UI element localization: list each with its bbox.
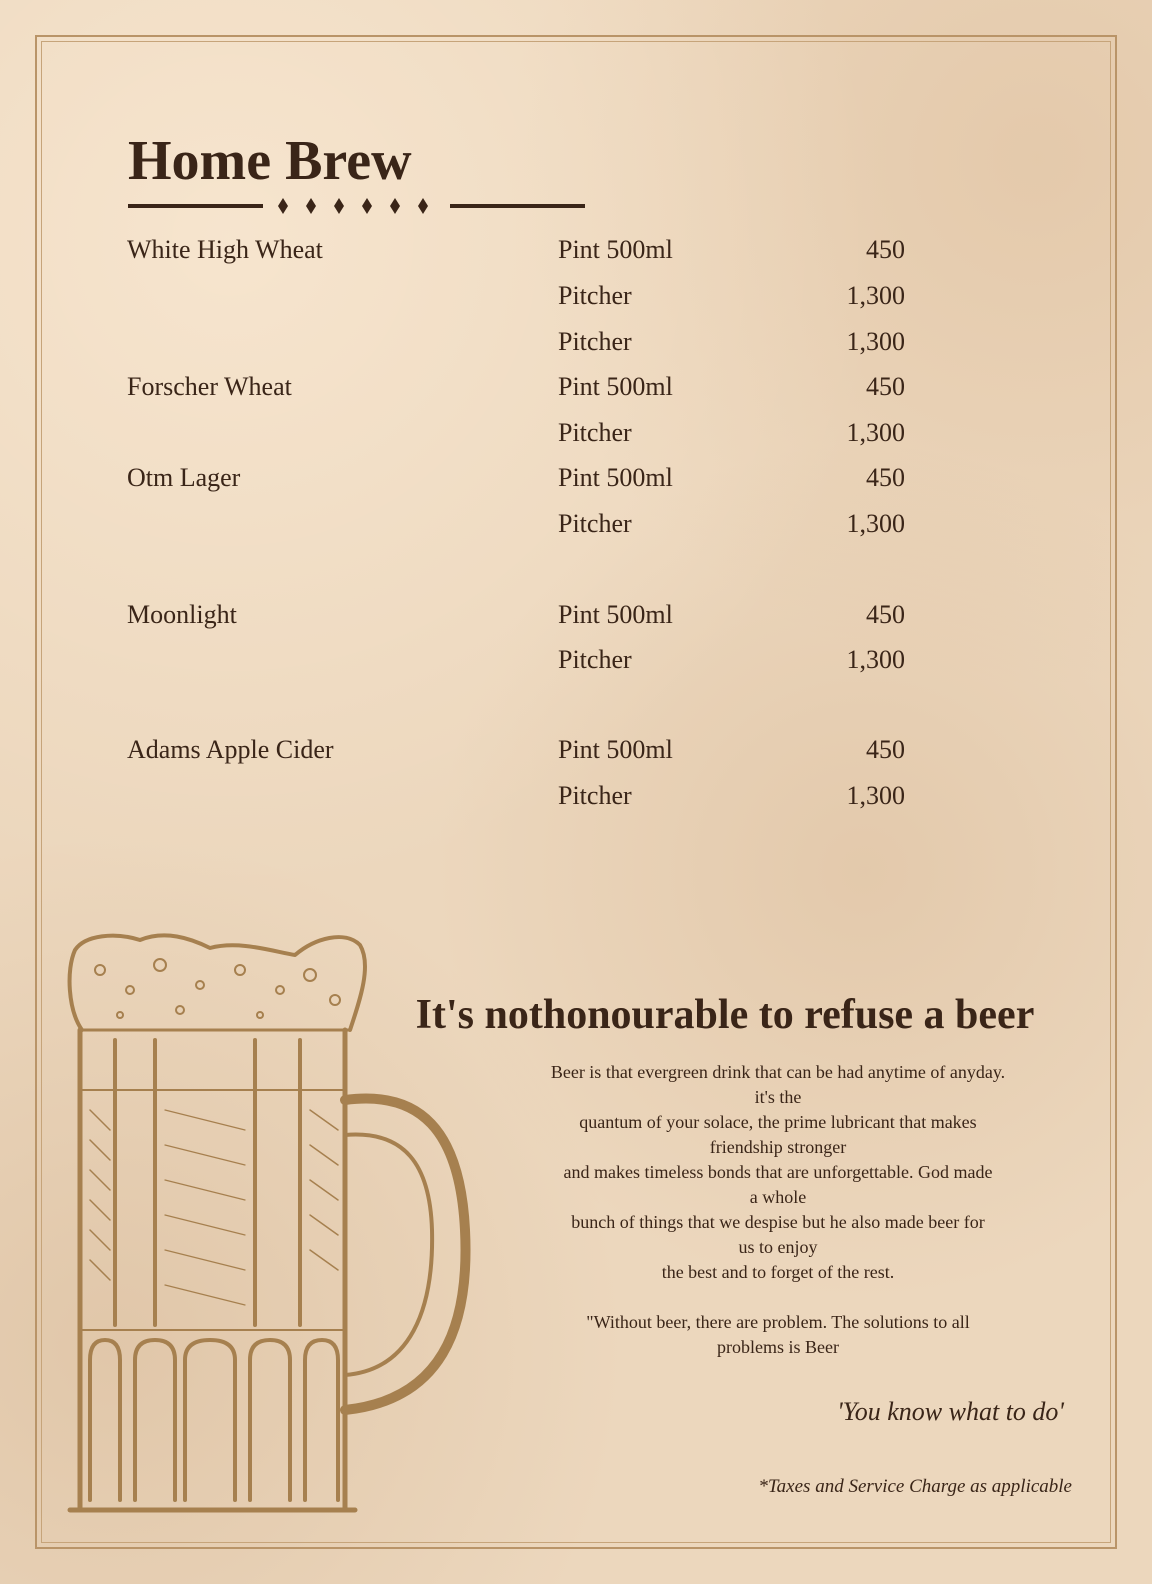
item-size: Pint 500ml: [558, 372, 673, 401]
item-name: Otm Lager: [127, 463, 241, 492]
item-price: 1,300: [846, 281, 905, 310]
quote-text: 'You know what to do': [837, 1397, 1064, 1426]
item-size: Pitcher: [558, 509, 632, 538]
saying-line: "Without beer, there are problem. The solutions to all: [586, 1312, 970, 1332]
tagline: It's nothonourable to refuse a beer: [415, 992, 1035, 1038]
beer-saying: [498, 1310, 1058, 1360]
item-size: Pitcher: [558, 781, 632, 810]
description-line: friendship stronger: [709, 1137, 847, 1157]
menu-title: Home Brew: [128, 130, 412, 192]
diamond-divider-icon: [128, 190, 590, 220]
menu-row: [0, 730, 1152, 770]
item-price: 450: [866, 372, 905, 401]
item-price: 1,300: [846, 509, 905, 538]
item-name: Forscher Wheat: [127, 372, 292, 401]
beer-description: [488, 1060, 1068, 1285]
item-price: 450: [866, 235, 905, 264]
item-size: Pitcher: [558, 281, 632, 310]
menu-row: [0, 367, 1152, 407]
item-price: 1,300: [846, 645, 905, 674]
description-line: it's the: [754, 1087, 802, 1107]
item-size: Pint 500ml: [558, 463, 673, 492]
description-line: the best and to forget of the rest.: [661, 1262, 895, 1282]
menu-row: [0, 776, 1152, 816]
menu-row: [0, 413, 1152, 453]
menu-row: [0, 322, 1152, 362]
description-line: bunch of things that we despise but he also made beer for: [571, 1212, 985, 1232]
item-price: 1,300: [846, 781, 905, 810]
menu-row: [0, 640, 1152, 680]
item-price: 1,300: [846, 418, 905, 447]
item-price: 450: [866, 600, 905, 629]
description-line: and makes timeless bonds that are unforgettable. God made: [563, 1162, 993, 1182]
description-line: quantum of your solace, the prime lubricant that makes: [579, 1112, 977, 1132]
description-line: a whole: [749, 1187, 807, 1207]
saying-line: problems is Beer: [717, 1337, 839, 1357]
item-size: Pitcher: [558, 418, 632, 447]
menu-row: [0, 276, 1152, 316]
item-price: 450: [866, 463, 905, 492]
item-name: Adams Apple Cider: [127, 735, 334, 764]
item-size: Pint 500ml: [558, 600, 673, 629]
item-name: Moonlight: [127, 600, 237, 629]
menu-row: [0, 504, 1152, 544]
item-price: 1,300: [846, 327, 905, 356]
item-size: Pint 500ml: [558, 235, 673, 264]
item-size: Pitcher: [558, 327, 632, 356]
item-size: Pitcher: [558, 645, 632, 674]
menu-row: [0, 595, 1152, 635]
item-price: 450: [866, 735, 905, 764]
item-size: Pint 500ml: [558, 735, 673, 764]
menu-row: [0, 458, 1152, 498]
description-line: Beer is that evergreen drink that can be had anytime of anyday.: [550, 1062, 1006, 1082]
tax-note: *Taxes and Service Charge as applicable: [758, 1476, 1072, 1497]
description-line: us to enjoy: [738, 1237, 818, 1257]
menu-row: [0, 230, 1152, 270]
item-name: White High Wheat: [127, 235, 323, 264]
